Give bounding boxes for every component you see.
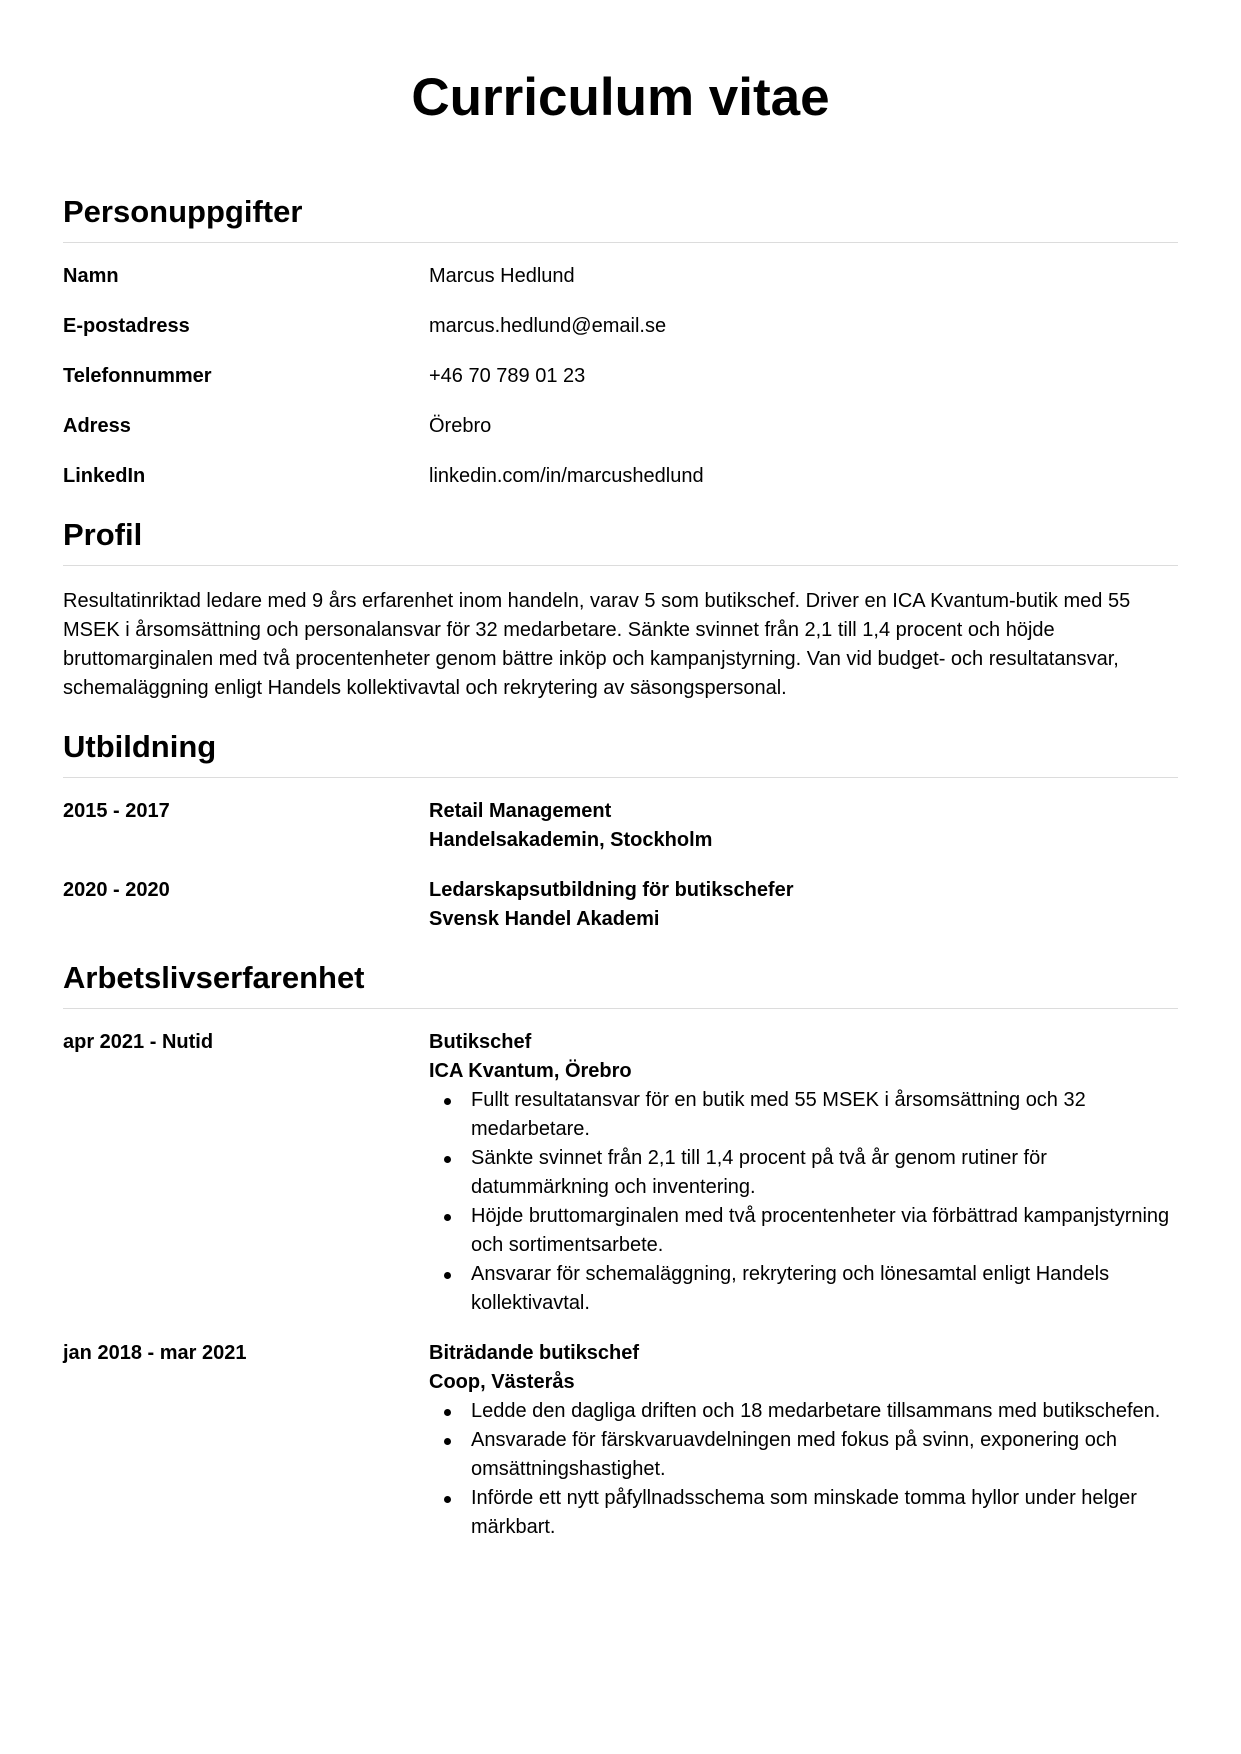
education-school: Svensk Handel Akademi: [429, 908, 660, 930]
field-label: LinkedIn: [63, 465, 146, 487]
profile-summary: Resultatinriktad ledare med 9 års erfarenhet inom handeln, varav 5 som butikschef. Driver en ICA Kvantum-butik med 55 MSEK i årsomsättning och personalansvar för 32 medarbetare. Sänkte svinnet från 2,1 till 1,4 procent och höjde bruttomarginalen med två procentenheter genom bättre inköp och kampanjstyrning. Van vid budget- och resultatansvar, schemaläggning enligt Handels kollektivavtal och rekrytering av säsongspersonal.: [63, 590, 1131, 699]
work-bullet: Fullt resultatansvar för en butik med 55 MSEK i årsomsättning och 32 medarbetare.: [471, 1086, 1178, 1144]
education-details: [429, 876, 1178, 934]
field-value: Marcus Hedlund: [429, 265, 575, 287]
work-bullet-list: [429, 1086, 1178, 1318]
work-bullet: Ansvarade för färskvaruavdelningen med fokus på svinn, exponering och omsättningshastighet.: [471, 1426, 1178, 1484]
work-bullet-list: [429, 1397, 1178, 1542]
work-details: [429, 1028, 1178, 1318]
section-personal-info: [63, 192, 1178, 491]
work-title: Biträdande butikschef: [429, 1342, 640, 1364]
education-title: Retail Management: [429, 800, 612, 822]
personal-field-name: [63, 262, 1178, 291]
section-heading-education: Utbildning: [63, 727, 1178, 778]
work-entry: [63, 1028, 1178, 1318]
work-period: apr 2021 - Nutid: [63, 1031, 214, 1053]
field-label: Namn: [63, 265, 119, 287]
work-employer: Coop, Västerås: [429, 1371, 575, 1393]
section-heading-profile: Profil: [63, 515, 1178, 566]
field-label: Telefonnummer: [63, 365, 212, 387]
section-heading-personal-info: Personuppgifter: [63, 192, 1178, 243]
personal-field-phone: [63, 362, 1178, 391]
education-school: Handelsakademin, Stockholm: [429, 829, 713, 851]
work-bullet: Höjde bruttomarginalen med två procentenheter via förbättrad kampanjstyrning och sortimentsarbete.: [471, 1202, 1178, 1260]
education-entry: [63, 876, 1178, 934]
field-label: Adress: [63, 415, 131, 437]
document-title: Curriculum vitae: [411, 68, 830, 127]
education-entry: [63, 797, 1178, 855]
personal-field-email: [63, 312, 1178, 341]
field-label: E-postadress: [63, 315, 190, 337]
education-period: 2015 - 2017: [63, 800, 170, 822]
work-bullet: Införde ett nytt påfyllnadsschema som minskade tomma hyllor under helger märkbart.: [471, 1484, 1178, 1542]
personal-field-linkedin: [63, 462, 1178, 491]
work-title: Butikschef: [429, 1031, 532, 1053]
work-bullet: Sänkte svinnet från 2,1 till 1,4 procent på två år genom rutiner för datummärkning och inventering.: [471, 1144, 1178, 1202]
field-value: marcus.hedlund@email.se: [429, 315, 667, 337]
section-heading-work-experience: Arbetslivserfarenhet: [63, 958, 1178, 1009]
work-bullet: Ledde den dagliga driften och 18 medarbetare tillsammans med butikschefen.: [471, 1397, 1178, 1426]
education-title: Ledarskapsutbildning för butikschefer: [429, 879, 794, 901]
work-bullet: Ansvarar för schemaläggning, rekrytering och lönesamtal enligt Handels kollektivavtal.: [471, 1260, 1178, 1318]
work-period: jan 2018 - mar 2021: [63, 1342, 247, 1364]
work-list: [63, 1009, 1178, 1542]
section-education: [63, 727, 1178, 934]
education-period: 2020 - 2020: [63, 879, 170, 901]
field-value: +46 70 789 01 23: [429, 365, 586, 387]
work-employer: ICA Kvantum, Örebro: [429, 1060, 632, 1082]
field-value: Örebro: [429, 415, 492, 437]
section-profile: [63, 515, 1178, 703]
field-value: linkedin.com/in/marcushedlund: [429, 465, 704, 487]
work-entry: [63, 1339, 1178, 1542]
education-details: [429, 797, 1178, 855]
personal-info-list: [63, 243, 1178, 491]
section-work-experience: [63, 958, 1178, 1542]
personal-field-address: [63, 412, 1178, 441]
work-details: [429, 1339, 1178, 1542]
education-list: [63, 778, 1178, 934]
